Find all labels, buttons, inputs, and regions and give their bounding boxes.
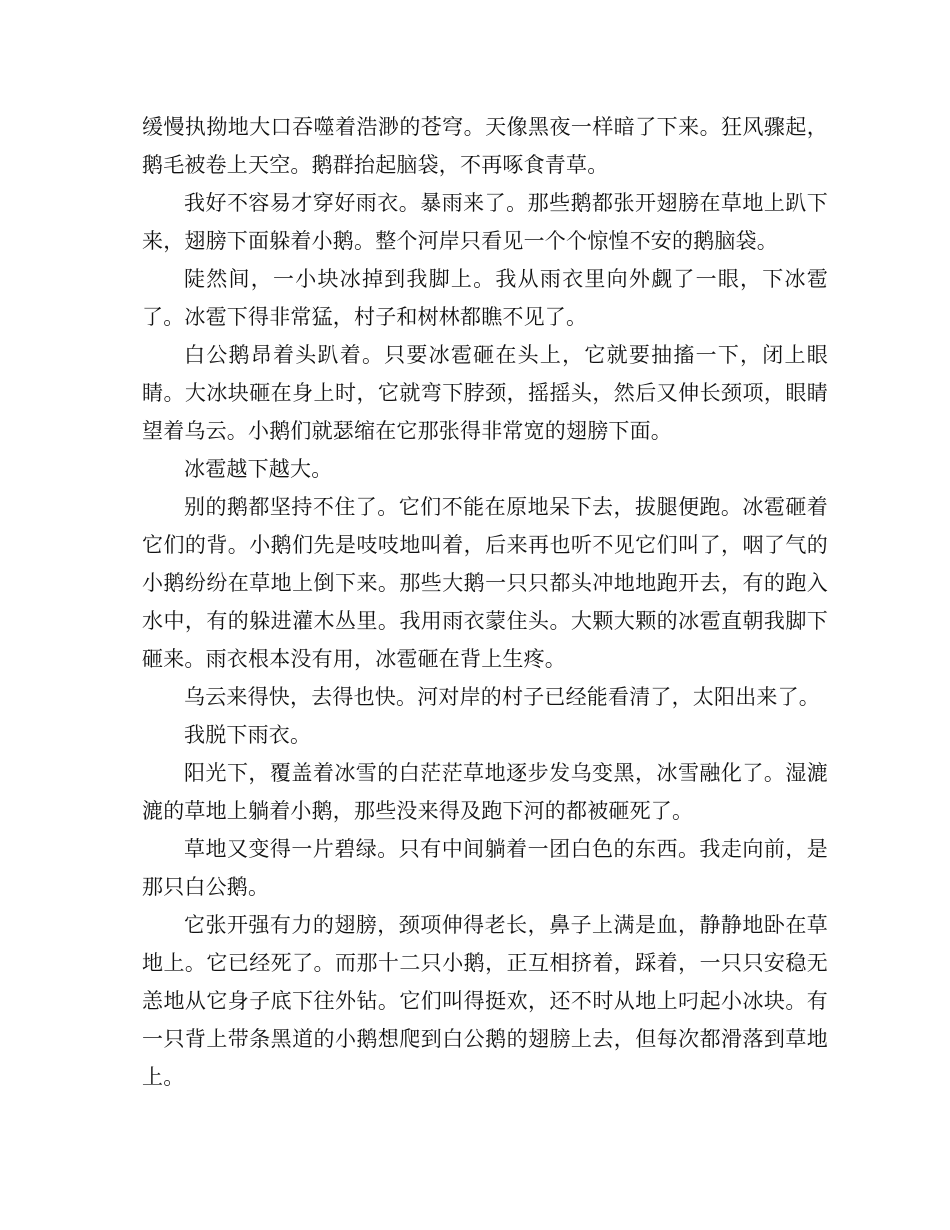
paragraph: 我脱下雨衣。	[184, 723, 312, 747]
story-text	[142, 108, 828, 1096]
paragraph: 陡然间，一小块冰掉到我脚上。我从雨衣里向外觑了一眼，下冰雹了。冰雹下得非常猛，村子和树林都瞧不见了。	[142, 267, 828, 329]
paragraph: 它张开强有力的翅膀，颈项伸得老长，鼻子上满是血，静静地卧在草地上。它已经死了。而那十二只小鹅，正互相挤着，踩着，一只只安稳无恙地从它身子底下往外钻。它们叫得挺欢，还不时从地上叼起小冰块。有一只背上带条黑道的小鹅想爬到白公鹅的翅膀上去，但每次都滑落到草地上。	[142, 913, 828, 1089]
paragraph: 别的鹅都坚持不住了。它们不能在原地呆下去，拔腿便跑。冰雹砸着它们的背。小鹅们先是吱吱地叫着，后来再也听不见它们叫了，咽了气的小鹅纷纷在草地上倒下来。那些大鹅一只只都头冲地地跑开去，有的跑入水中，有的躲进灌木丛里。我用雨衣蒙住头。大颗大颗的冰雹直朝我脚下砸来。雨衣根本没有用，冰雹砸在背上生疼。	[142, 495, 828, 671]
paragraph: 白公鹅昂着头趴着。只要冰雹砸在头上，它就要抽搐一下，闭上眼睛。大冰块砸在身上时，它就弯下脖颈，摇摇头，然后又伸长颈项，眼睛望着乌云。小鹅们就瑟缩在它那张得非常宽的翅膀下面。	[142, 343, 828, 443]
paragraph: 我好不容易才穿好雨衣。暴雨来了。那些鹅都张开翅膀在草地上趴下来，翅膀下面躲着小鹅。整个河岸只看见一个个惊惶不安的鹅脑袋。	[142, 191, 828, 253]
paragraph: 草地又变得一片碧绿。只有中间躺着一团白色的东西。我走向前，是那只白公鹅。	[142, 837, 828, 899]
paragraph-continued: 缓慢执拗地大口吞噬着浩渺的苍穹。天像黑夜一样暗了下来。狂风骤起，鹅毛被卷上天空。鹅群抬起脑袋，不再啄食青草。	[142, 115, 828, 177]
paragraph: 乌云来得快，去得也快。河对岸的村子已经能看清了，太阳出来了。	[184, 685, 820, 709]
paragraph: 阳光下，覆盖着冰雪的白茫茫草地逐步发乌变黑，冰雪融化了。湿漉漉的草地上躺着小鹅，那些没来得及跑下河的都被砸死了。	[142, 761, 828, 823]
paragraph: 冰雹越下越大。	[184, 457, 333, 481]
